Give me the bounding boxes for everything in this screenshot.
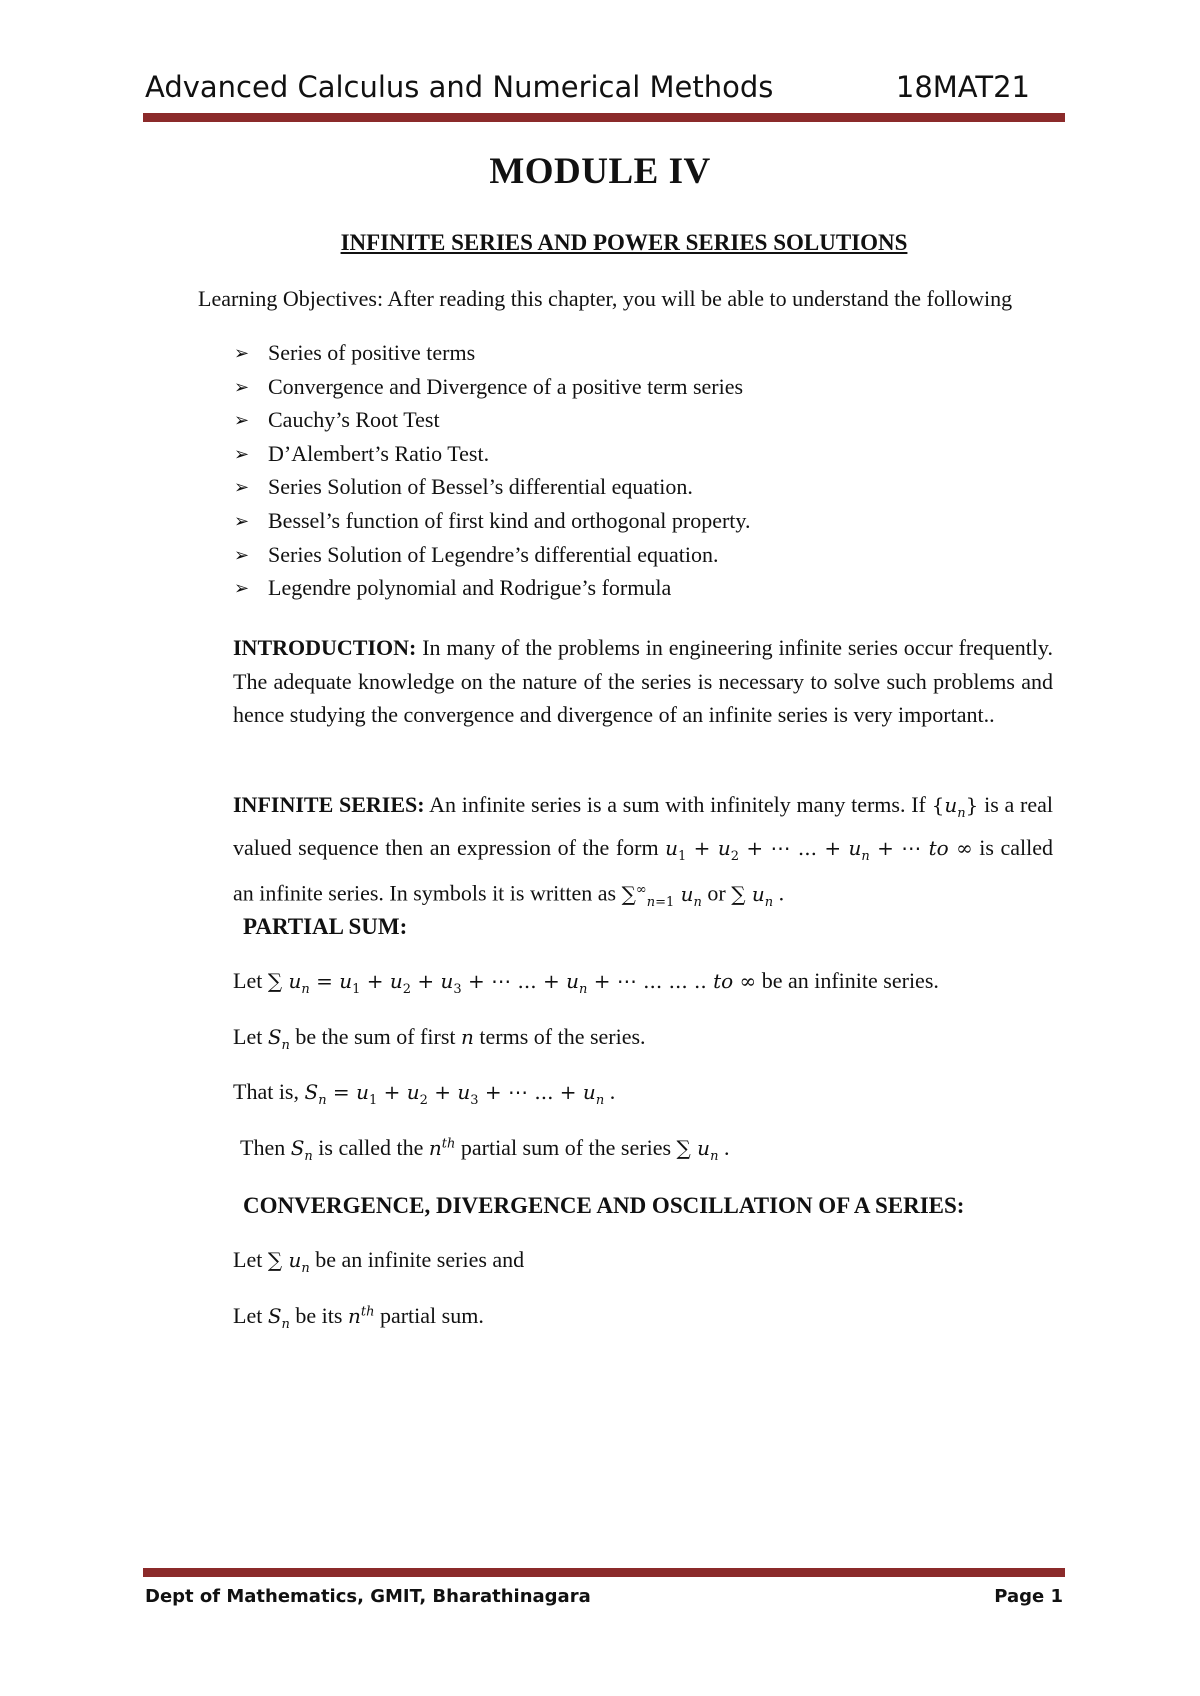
infinite-series-label: INFINITE SERIES: [233,792,425,817]
footer-rule [143,1568,1065,1577]
introduction-paragraph [233,631,1053,732]
introduction-text: In many of the problems in engineering infinite series occur frequently. The adequate knowledge on the nature of the series is necessary to solve such problems and hence studying the convergence and divergence of an infinite series is very important.. [233,635,1053,727]
objectives-list [234,340,751,609]
series-sum-formula: ∑ $u_n = u_1 + u_2 + u_3$ + ⋯ ... + $u_n$ + ⋯ ... ... .. to ∞ [267,969,757,997]
footer-page-number: Page 1 [994,1586,1063,1607]
sequence-formula: $\{u_n\}$ [931,793,979,821]
list-item: ➢ Bessel’s function of first kind and orthogonal property. [234,507,751,533]
partial-sum-line-2: Let $S_n$ be the sum of first n terms of the series. [233,1024,646,1053]
partial-sum-heading: PARTIAL SUM: [243,914,408,939]
arrow-bullet-icon: ➢ [234,376,250,397]
module-title: MODULE IV [489,151,711,192]
convergence-line-1: Let ∑ $u_n$ be an infinite series and [233,1247,525,1276]
arrow-bullet-icon: ➢ [234,343,250,363]
list-item: ➢ Series Solution of Bessel’s differential equation. [234,474,693,500]
arrow-bullet-icon: ➢ [234,410,250,431]
convergence-heading: CONVERGENCE, DIVERGENCE AND OSCILLATION OF A SERIES: [243,1193,965,1218]
introduction-label: INTRODUCTION: [233,635,417,660]
list-item: ➢ Series Solution of Legendre’s differential equation. [234,541,719,567]
list-item: ➢ Cauchy’s Root Test [234,407,440,433]
sigma-notation-formula: $\sum^\infty_{n=1}$ $u_n$ [621,881,702,910]
arrow-bullet-icon: ➢ [234,477,250,498]
header-title: Advanced Calculus and Numerical Methods [145,70,774,104]
header-course-code: 18MAT21 [895,70,1030,104]
list-item: ➢ Series of positive terms [234,340,476,365]
learning-objectives-intro: Learning Objectives: After reading this chapter, you will be able to understand the following [198,286,1013,311]
list-item: ➢ D’Alembert’s Ratio Test. [234,440,490,466]
arrow-bullet-icon: ➢ [234,443,250,464]
list-item: ➢ Legendre polynomial and Rodrigue’s formula [234,575,672,601]
nth-formula: $n^{th}$ [428,1136,456,1160]
list-item: ➢ Convergence and Divergence of a positive term series [234,373,744,399]
footer-department: Dept of Mathematics, GMIT, Bharathinagara [145,1586,591,1607]
sn-formula: $S_n$ [267,1025,290,1053]
series-expression-formula: $u_1 + u_2$ + ⋯ ... + $u_n$ + ⋯ to ∞ [665,835,973,864]
partial-sum-line-4: Then $S_n$ is called the $n^{th}$ partial sum of the series ∑ $u_n$ . [240,1135,730,1164]
arrow-bullet-icon: ➢ [234,510,250,531]
header-rule [143,113,1065,122]
arrow-bullet-icon: ➢ [234,578,250,599]
sigma-short-formula: ∑ $u_n$ [731,881,774,910]
infinite-series-paragraph: INFINITE SERIES: An infinite series is a sum with infinitely many terms. If $\{u_n\}$ is a real valued sequence then an expression of the form $u_1 + u_2$ + ⋯ ... + $u_n$ + ⋯ to ∞ is called an infinite series. In symbols it is written as $\sum^\infty_{n=1}$ $u_n$ or ∑ $u_n$ . [233,792,1054,910]
partial-sum-line-3: That is, $S_n = u_1 + u_2 + u_3$ + ⋯ ... + $u_n$ . [233,1079,616,1108]
section-subtitle: INFINITE SERIES AND POWER SERIES SOLUTIONS [340,230,908,255]
sn-expansion-formula: $S_n = u_1 + u_2 + u_3$ + ⋯ ... + $u_n$ [304,1080,605,1108]
n-variable: n [461,1025,474,1049]
convergence-line-2: Let $S_n$ be its $n^{th}$ partial sum. [233,1303,484,1332]
partial-sum-line-1: Let ∑ $u_n = u_1 + u_2 + u_3$ + ⋯ ... + $u_n$ + ⋯ ... ... .. to ∞ be an infinite series. [233,968,939,997]
arrow-bullet-icon: ➢ [234,544,250,565]
